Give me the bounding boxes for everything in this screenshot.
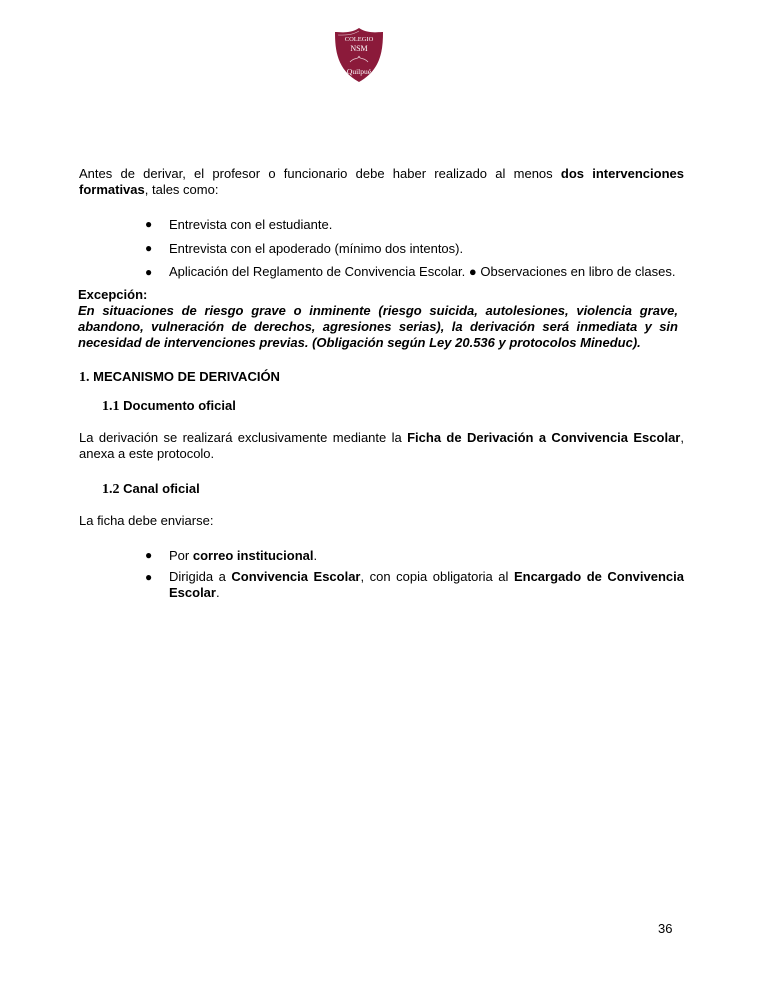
logo-top-text: COLEGIO bbox=[344, 36, 374, 43]
page-number: 36 bbox=[658, 921, 673, 936]
list-item: Entrevista con el estudiante. bbox=[169, 217, 333, 232]
intro-paragraph: Antes de derivar, el profesor o funcionario debe haber realizado al menos dos intervenciones formativas, tales como: bbox=[79, 166, 684, 197]
exception-label: Excepción: bbox=[78, 287, 148, 302]
bullet-dot: ● bbox=[145, 548, 153, 562]
list-item: Entrevista con el apoderado (mínimo dos intentos). bbox=[169, 241, 464, 256]
list-item: Por correo institucional. bbox=[169, 548, 318, 563]
school-crest-logo bbox=[332, 26, 386, 84]
logo-middle-text: NSM bbox=[350, 44, 368, 53]
subsection-heading: 1.1 Documento oficial bbox=[102, 398, 236, 414]
document-paragraph: La derivación se realizará exclusivamente mediante la Ficha de Derivación a Convivencia Escolar, anexa a este protocolo. bbox=[79, 430, 684, 461]
subsection-heading: 1.2 Canal oficial bbox=[102, 481, 200, 497]
list-item: Aplicación del Reglamento de Convivencia Escolar. ● Observaciones en libro de clases. bbox=[169, 264, 676, 279]
exception-text: En situaciones de riesgo grave o inminente (riesgo suicida, autolesiones, violencia grave, abandono, vulneración de derechos, agresiones serias), la derivación será inmediata y sin necesidad de intervenciones previas. (Obligación según Ley 20.536 y protocolos Mineduc). bbox=[78, 303, 678, 350]
channel-paragraph: La ficha debe enviarse: bbox=[79, 513, 214, 528]
bullet-dot: ● bbox=[145, 570, 153, 584]
list-item: Dirigida a Convivencia Escolar, con copia obligatoria al Encargado de Convivencia Escolar. bbox=[169, 569, 684, 600]
bullet-dot: ● bbox=[145, 241, 153, 255]
logo-bottom-text: Quilpué bbox=[346, 67, 372, 76]
section-heading: 1. MECANISMO DE DERIVACIÓN bbox=[79, 369, 280, 385]
bullet-dot: ● bbox=[145, 265, 153, 279]
bullet-dot: ● bbox=[145, 217, 153, 231]
